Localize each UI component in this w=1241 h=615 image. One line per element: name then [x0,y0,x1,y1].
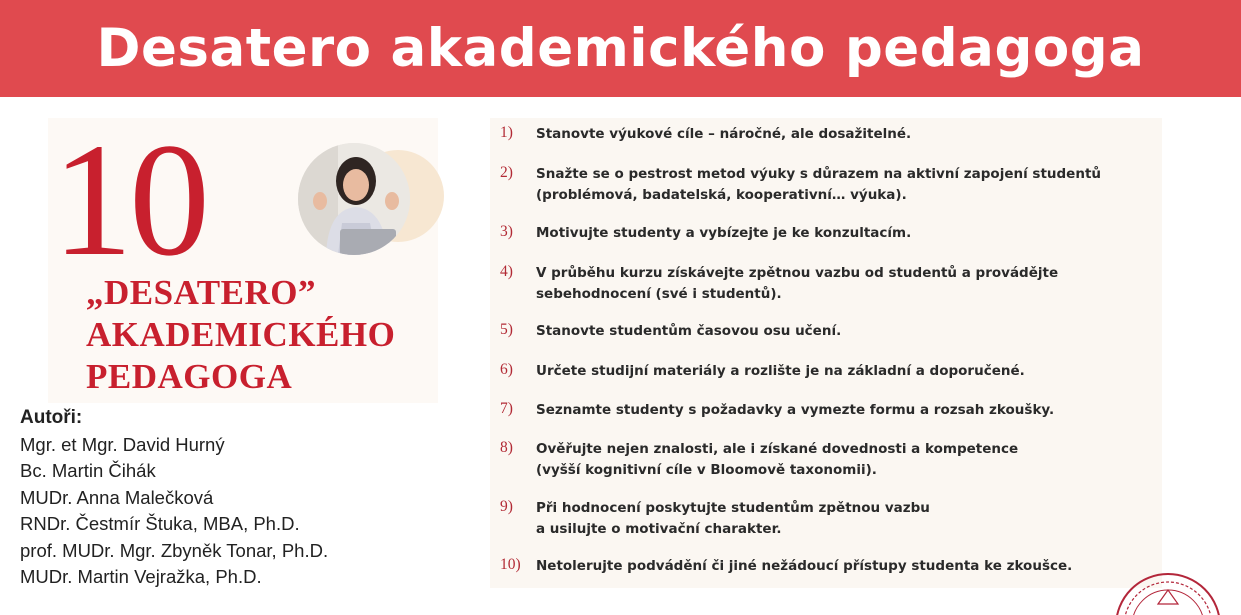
principle-number: 9) [500,498,513,515]
cover-title-line: PEDAGOGA [86,357,293,396]
principle-number: 8) [500,439,513,456]
author-name: Bc. Martin Čihák [20,460,156,481]
principle-item [500,223,911,244]
principle-text: Stanovte výukové cíle – náročné, ale dosažitelné. [536,126,912,142]
author-name: Mgr. et Mgr. David Hurný [20,433,225,455]
principle-number: 4) [500,263,513,280]
principle-item [500,556,1072,577]
principle-item [500,439,1018,480]
principle-item [500,361,1025,382]
author-name: MUDr. Anna Malečková [20,486,214,508]
title-banner [0,0,1241,97]
cover-title-line: AKADEMICKÉHO [86,315,396,354]
principle-text: Motivujte studenty a vybízejte je ke konzultacím. [536,225,912,241]
principle-text: Netolerujte podvádění či jiné nežádoucí přístupy studenta ke zkoušce. [536,558,1073,574]
principle-text: Seznamte studenty s požadavky a vymezte formu a rozsah zkoušky. [536,402,1055,418]
author-name: MUDr. Martin Vejražka, Ph.D. [20,566,262,587]
cover-title-line: „DESATERO” [86,273,316,312]
principle-number: 1) [500,124,513,141]
principle-item [500,321,841,342]
principle-text: Snažte se o pestrost metod výuky s důrazem na aktivní zapojení studentů (problémová, badatelská, kooperativní… výuka). [536,166,1102,203]
principle-item [500,124,911,145]
principle-number: 3) [500,223,513,240]
principle-text: V průběhu kurzu získávejte zpětnou vazbu od studentů a provádějte sebehodnocení (své i studentů). [536,265,1059,302]
cover-title [86,272,395,398]
principle-text: Při hodnocení poskytujte studentům zpětnou vazbu a usilujte o motivační charakter. [536,500,930,537]
principle-text: Stanovte studentům časovou osu učení. [536,323,842,339]
principle-item [500,498,930,539]
principle-item [500,263,1058,304]
principle-number: 6) [500,361,513,378]
cover-number: 10 [52,111,206,290]
principle-text: Určete studijní materiály a rozlište je na základní a doporučené. [536,363,1025,379]
page-title: Desatero akademického pedagoga [96,18,1145,79]
teacher-photo [298,143,410,255]
principle-item [500,400,1054,421]
author-name: prof. MUDr. Mgr. Zbyněk Tonar, Ph.D. [20,539,329,561]
authors-heading: Autoři: [20,407,83,428]
principle-number: 7) [500,400,513,417]
authors-block [20,405,328,591]
principle-number: 5) [500,321,513,338]
principle-text: Ověřujte nejen znalosti, ale i získané dovednosti a kompetence (vyšší kognitivní cíle v Bloomově taxonomii). [536,441,1019,478]
principle-number: 2) [500,164,513,181]
principle-item [500,164,1101,205]
principle-number: 10) [500,556,521,573]
author-name: RNDr. Čestmír Štuka, MBA, Ph.D. [20,513,300,534]
university-seal-icon [1112,568,1224,615]
